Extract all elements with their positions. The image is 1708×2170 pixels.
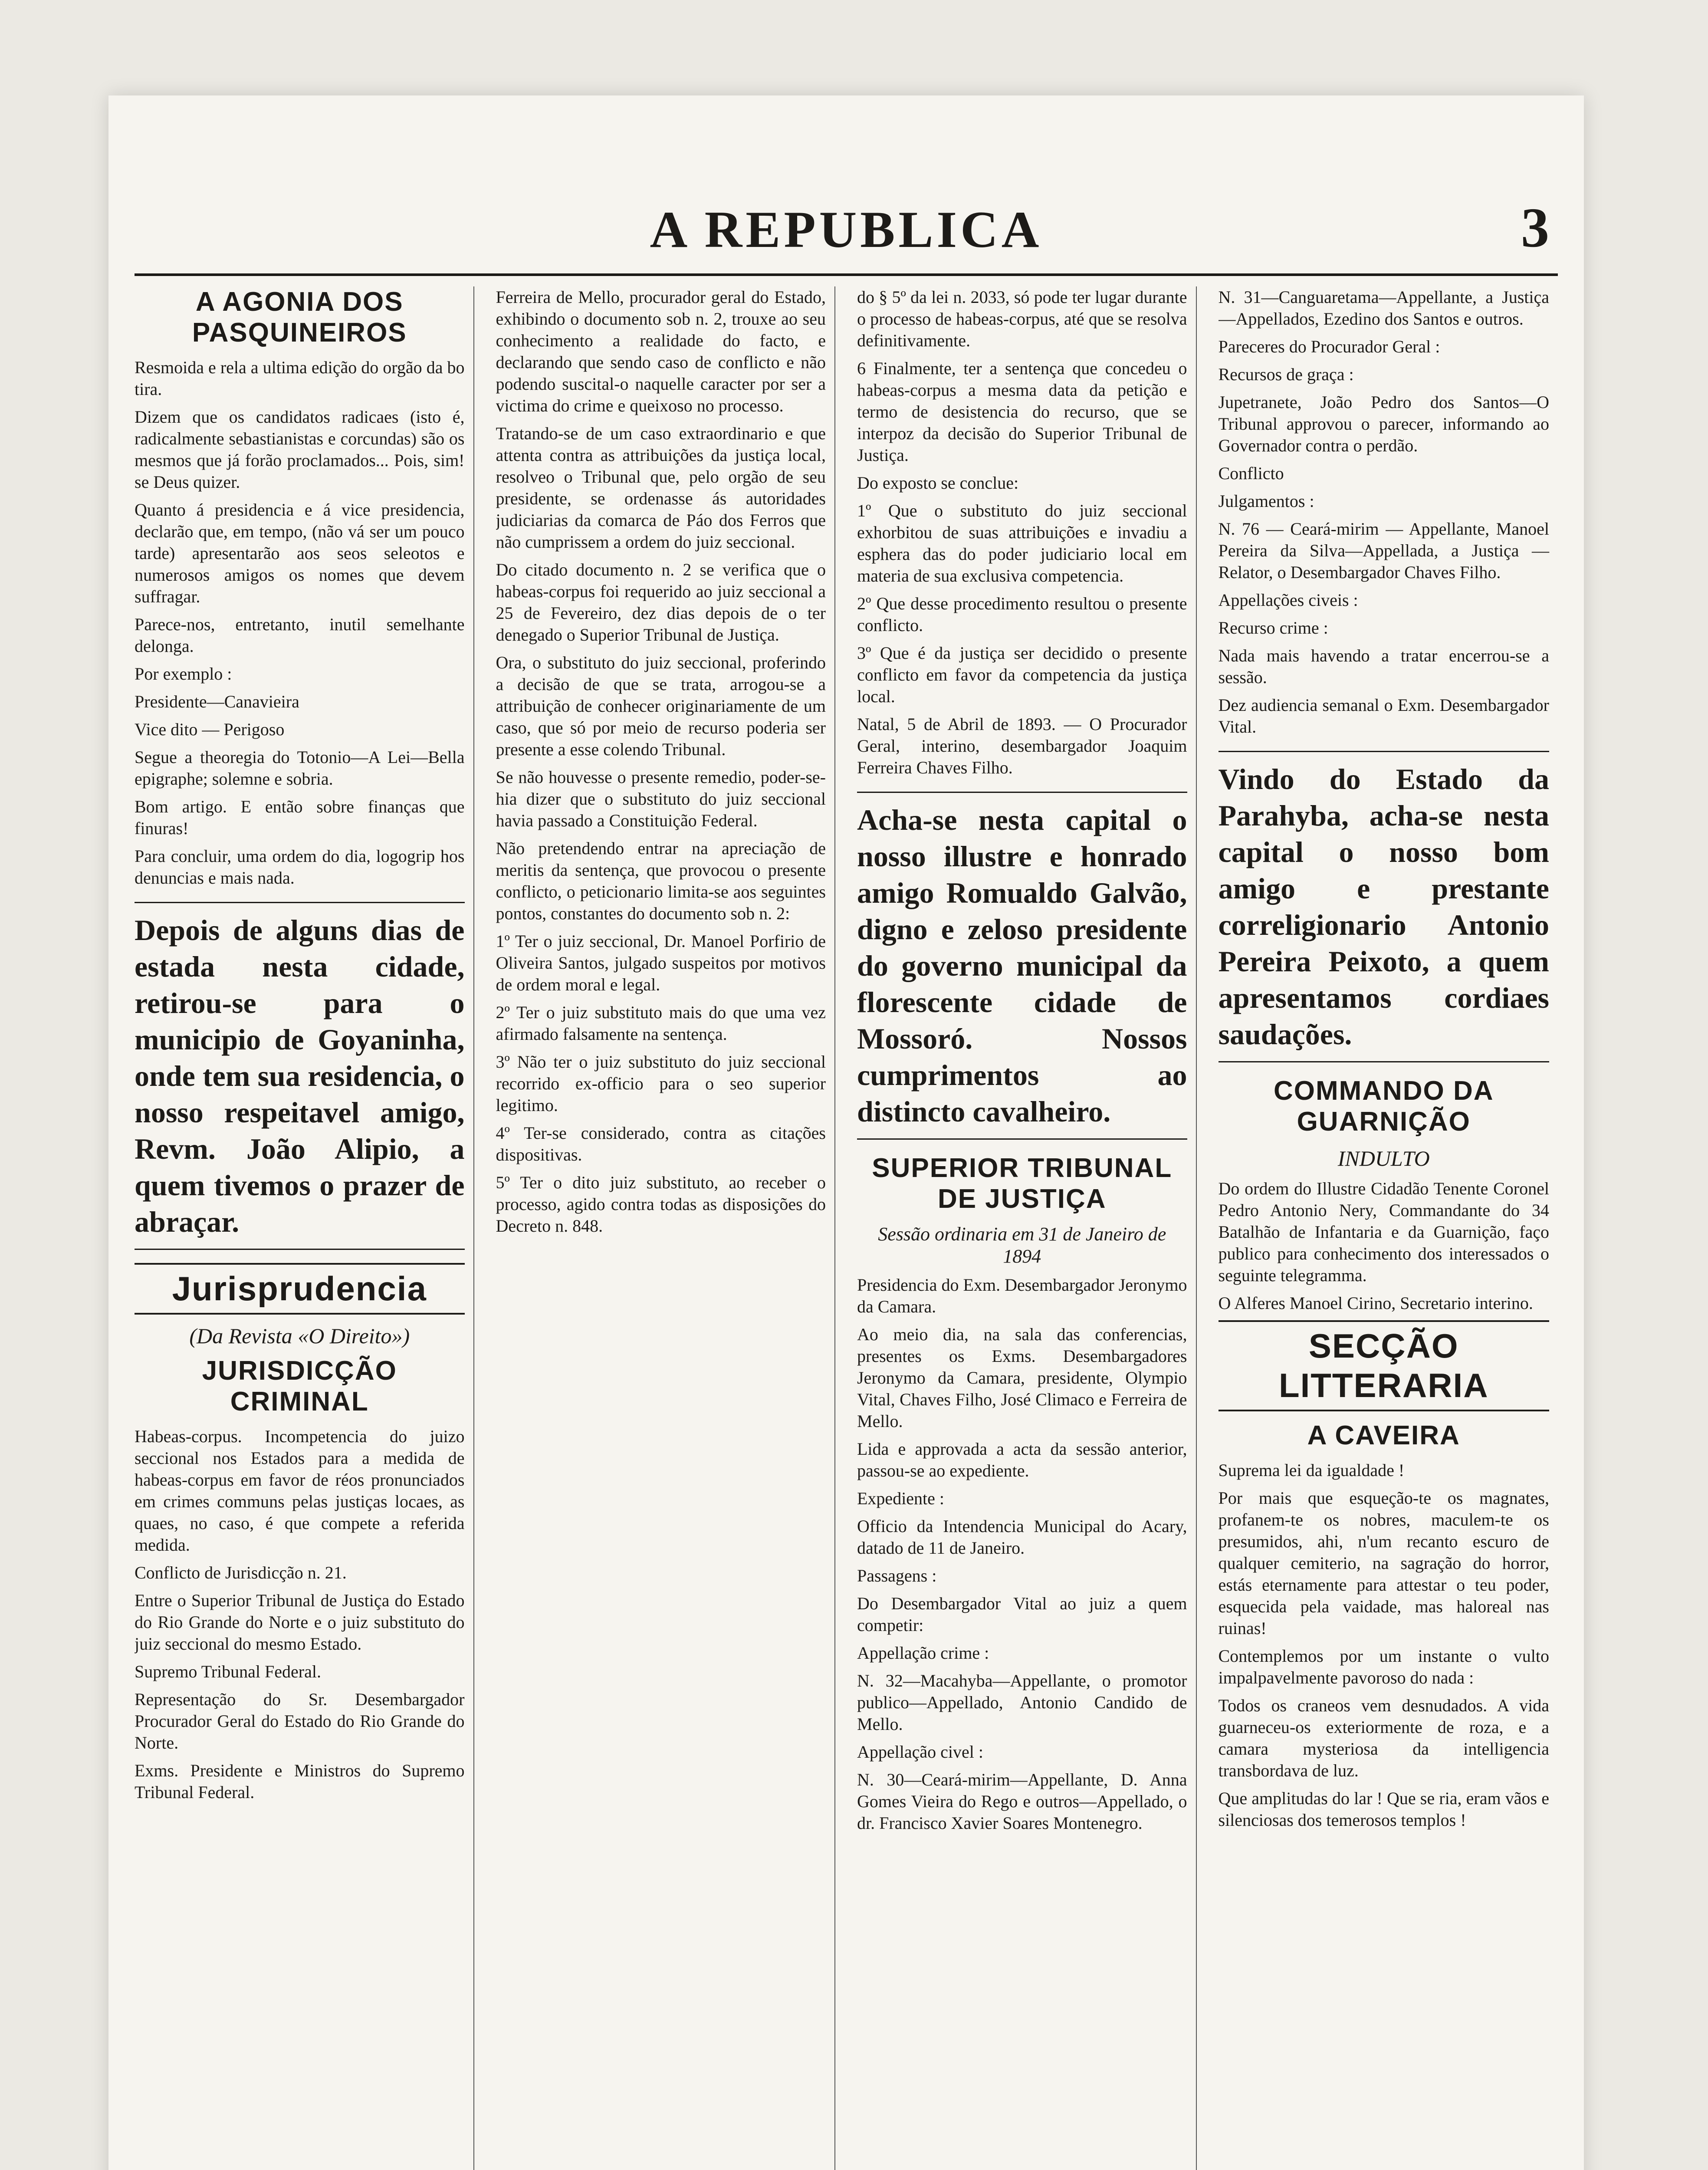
paragraph: Bom artigo. E então sobre finanças que finuras!	[135, 797, 465, 838]
column-2	[496, 286, 836, 2170]
paragraph: Ferreira de Mello, procurador geral do Estado, exhibindo o documento sob n. 2, trouxe ao seu conhecimento a realidade do facto, e declarando que sendo caso de conflicto e não podendo suscital-o naquelle caracter por ser a victima do crime e queixoso no processo.	[496, 287, 826, 415]
paragraph: Passagens :	[857, 1566, 937, 1585]
paragraph: Presidencia do Exm. Desembargador Jeronymo da Camara.	[857, 1275, 1187, 1316]
paragraph: Supremo Tribunal Federal.	[135, 1662, 321, 1681]
paragraph: N. 76 — Ceará-mirim — Appellante, Manoel Pereira da Silva—Appellada, a Justiça — Relator, o Desembargador Chaves Filho.	[1218, 519, 1549, 582]
paragraph: Dizem que os candidatos radicaes (isto é, radicalmente sebastianistas e corcundas) são os mesmos que já forão proclamados... Pois, sim! se Deus quizer.	[135, 407, 465, 492]
paragraph: Segue a theoregia do Totonio—A Lei—Bella epigraphe; solemne e sobria.	[135, 747, 465, 789]
paragraph: Vice dito — Perigoso	[135, 720, 285, 739]
newspaper-title: A REPUBLICA	[650, 201, 1043, 258]
paragraph: Para concluir, uma ordem do dia, logogrip hos denuncias e mais nada.	[135, 846, 465, 888]
paragraph: 2º Que desse procedimento resultou o presente conflicto.	[857, 594, 1187, 635]
paragraph: Resmoida e rela a ultima edição do orgão da bo tira.	[135, 358, 465, 399]
news-notice: Acha-se nesta capital o nosso illustre e honrado amigo Romualdo Galvão, digno e zeloso presidente do governo municipal da florescente cidade de Mossoró. Nossos cumprimentos ao distincto cavalheiro.	[857, 792, 1187, 1140]
page-number: 3	[1521, 197, 1549, 259]
paragraph: Jupetranete, João Pedro dos Santos—O Tribunal approvou o parecer, informando ao Governador contra o perdão.	[1218, 392, 1549, 455]
article-heading: SUPERIOR TRIBUNAL DE JUSTIÇA	[872, 1153, 1173, 1214]
article-heading: JURISDICÇÃO CRIMINAL	[202, 1356, 397, 1417]
article-heading: A AGONIA DOS PASQUINEIROS	[192, 287, 407, 348]
paragraph: Parece-nos, entretanto, inutil semelhante delonga.	[135, 615, 465, 656]
paragraph: Do exposto se conclue:	[857, 473, 1019, 493]
subheading: (Da Revista «O Direito»)	[189, 1324, 410, 1348]
paragraph: Appellação crime :	[857, 1643, 989, 1663]
paragraph: N. 31—Canguaretama—Appellante, a Justiça—Appellados, Ezedino dos Santos e outros.	[1218, 287, 1549, 329]
text-columns	[135, 286, 1558, 2170]
paragraph: N. 30—Ceará-mirim—Appellante, D. Anna Gomes Vieira do Rego e outros—Appellado, o dr. Francisco Xavier Soares Montenegro.	[857, 1770, 1187, 1833]
newspaper-page	[108, 95, 1584, 2170]
paragraph: Julgamentos :	[1218, 491, 1314, 511]
masthead	[135, 187, 1558, 276]
news-notice: Vindo do Estado da Parahyba, acha-se nesta capital o nosso bom amigo e prestante correligionario Antonio Pereira Peixoto, a quem apresentamos cordiaes saudações.	[1219, 751, 1550, 1062]
paragraph: Tratando-se de um caso extraordinario e que attenta contra as attribuições da justiça local, resolveo o Tribunal que, pelo orgão de seu presidente, se ordenasse ás autoridades judiciarias da comarca de Páo dos Ferros que não cumprissem a ordem do juiz seccional.	[496, 424, 826, 552]
subheading: INDULTO	[1337, 1146, 1430, 1170]
paragraph: 6 Finalmente, ter a sentença que concedeu o habeas-corpus a mesma data da petição e termo de desistencia do recurso, que se interpoz da decisão do Superior Tribunal de Justiça.	[857, 358, 1187, 465]
article-heading: A CAVEIRA	[1307, 1420, 1460, 1450]
paragraph: Ao meio dia, na sala das conferencias, presentes os Exms. Desembargadores Jeronymo da Camara, presidente, Olympio Vital, Chaves Filho, José Climaco e Ferreira de Mello.	[857, 1325, 1187, 1431]
paragraph: Appellação civel :	[857, 1742, 983, 1762]
section-heading: SECÇÃO LITTERARIA	[1219, 1320, 1550, 1411]
paragraph: Officio da Intendencia Municipal do Acary, datado de 11 de Janeiro.	[857, 1516, 1187, 1558]
paragraph: Suprema lei da igualdade !	[1218, 1460, 1405, 1480]
column-3	[857, 286, 1197, 2170]
paragraph: Dez audiencia semanal o Exm. Desembargador Vital.	[1218, 695, 1549, 736]
paragraph: Lida e approvada a acta da sessão anterior, passou-se ao expediente.	[857, 1439, 1187, 1480]
paragraph: 1º Ter o juiz seccional, Dr. Manoel Porfirio de Oliveira Santos, julgado suspeitos por motivos de ordem moral e legal.	[496, 931, 826, 994]
paragraph: Quanto á presidencia e á vice presidencia, declarão que, em tempo, (não vá ser um pouco tarde) apresentarão aos seos seleotos e numerosos amigos os nomes que devem suffragar.	[135, 500, 465, 606]
paragraph: Não pretendendo entrar na apreciação de meritis da sentença, que provocou o presente conflicto, o peticionario limita-se aos seguintes pontos, constantes do documento sob n. 2:	[496, 838, 826, 923]
article-heading: COMMANDO DA GUARNIÇÃO	[1273, 1076, 1494, 1137]
paragraph: Recurso crime :	[1218, 618, 1328, 638]
paragraph: Entre o Superior Tribunal de Justiça do Estado do Rio Grande do Norte e o juiz substituto do juiz seccional do mesmo Estado.	[135, 1591, 465, 1654]
paragraph: Natal, 5 de Abril de 1893. — O Procurador Geral, interino, desembargador Joaquim Ferreira Chaves Filho.	[857, 714, 1187, 777]
paragraph: Representação do Sr. Desembargador Procurador Geral do Estado do Rio Grande do Norte.	[135, 1690, 465, 1752]
paragraph: O Alferes Manoel Cirino, Secretario interino.	[1218, 1293, 1533, 1313]
paragraph: Do Desembargador Vital ao juiz a quem competir:	[857, 1594, 1187, 1635]
paragraph: Conflicto de Jurisdicção n. 21.	[135, 1563, 347, 1582]
paragraph: Se não houvesse o presente remedio, poder-se-hia dizer que o substituto do juiz seccional havia passado a Constituição Federal.	[496, 767, 826, 830]
paragraph: 4º Ter-se considerado, contra as citações dispositivas.	[496, 1123, 826, 1164]
paragraph: Habeas-corpus. Incompetencia do juizo seccional nos Estados para a medida de habeas-corpus em favor de réos pronunciados em crimes communs pelas justiças locaes, as quaes, no caso, é que compete a referida medida.	[135, 1427, 465, 1555]
paragraph: 5º Ter o dito juiz substituto, ao receber o processo, agido contra todas as disposições do Decreto n. 848.	[496, 1173, 826, 1236]
column-1	[135, 286, 474, 2170]
column-4	[1219, 286, 1558, 2170]
paragraph: 1º Que o substituto do juiz seccional exhorbitou de suas attribuições e invadiu a esphera das do poder judiciario local em materia de sua exclusiva competencia.	[857, 501, 1187, 585]
paragraph: Contemplemos por um instante o vulto impalpavelmente pavoroso do nada :	[1218, 1646, 1549, 1687]
paragraph: 3º Não ter o juiz substituto do juiz seccional recorrido ex-officio para o seo superior legitimo.	[496, 1052, 826, 1115]
paragraph: Expediente :	[857, 1489, 945, 1508]
paragraph: 3º Que é da justiça ser decidido o presente conflicto em favor da competencia da justiça local.	[857, 643, 1187, 706]
news-notice: Depois de alguns dias de estada nesta cidade, retirou-se para o municipio de Goyaninha, onde tem sua residencia, o nosso respeitavel amigo, Revm. João Alipio, a quem tivemos o prazer de abraçar.	[135, 902, 465, 1250]
session-date: Sessão ordinaria em 31 de Janeiro de 1894	[878, 1223, 1166, 1267]
paragraph: Por mais que esqueção-te os magnates, profanem-te os nobres, maculem-te os presumidos, ahi, n'um recanto escuro de qualquer cemiterio, na sagração do horror, estás eternamente para attestar o teu poder, esquecida pela vaidade, mas haloreal nas ruinas!	[1218, 1488, 1549, 1638]
paragraph: Conflicto	[1218, 464, 1284, 483]
paragraph: Appellações civeis :	[1218, 590, 1358, 610]
paragraph: Nada mais havendo a tratar encerrou-se a sessão.	[1218, 646, 1549, 687]
paragraph: Do citado documento n. 2 se verifica que o habeas-corpus foi requerido ao juiz seccional a 25 de Fevereiro, dez dias depois de o ter denegado o Superior Tribunal de Justiça.	[496, 560, 826, 644]
paragraph: N. 32—Macahyba—Appellante, o promotor publico—Appellado, Antonio Candido de Mello.	[857, 1671, 1187, 1734]
paragraph: Presidente—Canavieira	[135, 692, 299, 711]
paragraph: Exms. Presidente e Ministros do Supremo Tribunal Federal.	[135, 1761, 465, 1802]
paragraph: Por exemplo :	[135, 664, 232, 684]
paragraph: Do ordem do Illustre Cidadão Tenente Coronel Pedro Antonio Nery, Commandante do 34 Batalhão de Infantaria e da Guarnição, faço publico para conhecimento dos interessados o seguinte telegramma.	[1218, 1179, 1549, 1285]
section-heading: Jurisprudencia	[135, 1263, 465, 1315]
paragraph: Todos os craneos vem desnudados. A vida guarneceu-os exteriormente de roza, e a camara mysteriosa da intelligencia transbordava de luz.	[1218, 1696, 1549, 1780]
paragraph: Pareceres do Procurador Geral :	[1218, 337, 1440, 356]
paragraph: Recursos de graça :	[1218, 365, 1354, 384]
paragraph: Que amplitudas do lar ! Que se ria, eram vãos e silenciosas dos temerosos templos !	[1218, 1789, 1549, 1830]
paragraph: do § 5º da lei n. 2033, só pode ter lugar durante o processo de habeas-corpus, até que se resolva definitivamente.	[857, 287, 1187, 350]
paragraph: 2º Ter o juiz substituto mais do que uma vez afirmado falsamente na sentença.	[496, 1003, 826, 1044]
paragraph: Ora, o substituto do juiz seccional, proferindo a decisão de que se trata, arrogou-se a attribuição de conhecer originariamente de um caso, que só por meio de recurso poderia ser presente a esse colendo Tribunal.	[496, 653, 826, 759]
